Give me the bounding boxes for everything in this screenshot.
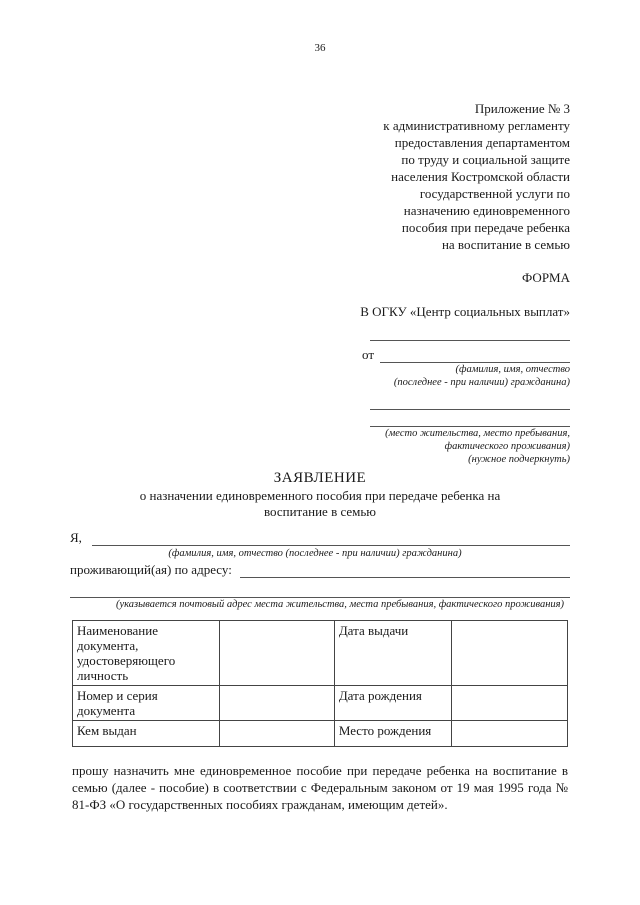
addressee-to: В ОГКУ «Центр социальных выплат» xyxy=(360,304,570,319)
hint-address: (указывается почтовый адрес места жительства, места пребывания, фактического проживания) xyxy=(115,599,565,610)
table-cell: Место рождения xyxy=(334,721,451,747)
hint-name: (фамилия, имя, отчество (последнее - при наличии) гражданина) xyxy=(168,548,462,559)
blank-line[interactable] xyxy=(370,326,570,341)
table-cell: Кем выдан xyxy=(73,721,220,747)
appendix-line: по труду и социальной защите xyxy=(401,152,570,167)
form-label: ФОРМА xyxy=(522,270,570,285)
table-row xyxy=(73,621,568,686)
request-text: прошу назначить мне единовременное пособие при передаче ребенка на воспитание в семью (далее - пособие) в соответствии с Федеральным законом от 19 мая 1995 года № 81-ФЗ «О государственных пособиях гражданам, имеющим детей». xyxy=(72,763,568,812)
table-row xyxy=(73,686,568,721)
hint-place: (место жительства, место пребывания, xyxy=(385,428,570,439)
appendix-line: населения Костромской области xyxy=(391,169,570,184)
from-label: от xyxy=(361,347,374,362)
i-label: Я, xyxy=(70,530,82,545)
applicant-name-row xyxy=(70,530,570,546)
hint-fio: (последнее - при наличии) гражданина) xyxy=(393,377,570,388)
address-field[interactable] xyxy=(370,395,570,410)
applicant-address-field-2[interactable] xyxy=(70,583,570,598)
document-title: ЗАЯВЛЕНИЕ xyxy=(273,470,367,486)
hint-fio: (фамилия, имя, отчество xyxy=(455,364,570,375)
identity-document-table xyxy=(72,620,568,747)
table-cell-input[interactable] xyxy=(451,721,567,747)
from-field[interactable] xyxy=(380,348,570,363)
hint-place: фактического проживания) xyxy=(444,441,570,452)
appendix-line: государственной услуги по xyxy=(419,186,570,201)
appendix-line: к административному регламенту xyxy=(383,118,570,133)
appendix-line: пособия при передаче ребенка xyxy=(401,220,570,235)
table-cell: Наименование документа, удостоверяющего личность xyxy=(73,621,220,686)
applicant-address-field[interactable] xyxy=(240,563,570,578)
table-cell-input[interactable] xyxy=(220,721,335,747)
page-number: 36 xyxy=(314,42,326,54)
table-cell: Дата выдачи xyxy=(334,621,451,686)
address-field[interactable] xyxy=(370,412,570,427)
applicant-name-field[interactable] xyxy=(92,531,570,546)
appendix-line: на воспитание в семью xyxy=(441,237,570,252)
document-subtitle: о назначении единовременного пособия при передаче ребенка на воспитание в семью xyxy=(139,488,501,519)
table-cell-input[interactable] xyxy=(451,686,567,721)
applicant-address-row xyxy=(70,562,570,578)
table-cell: Номер и серия документа xyxy=(73,686,220,721)
from-row xyxy=(320,347,570,363)
appendix-line: Приложение № 3 xyxy=(474,101,570,116)
address-label: проживающий(ая) по адресу: xyxy=(70,562,232,577)
hint-place: (нужное подчеркнуть) xyxy=(468,454,570,465)
appendix-line: назначению единовременного xyxy=(403,203,570,218)
addressee-block xyxy=(320,304,570,466)
table-cell-input[interactable] xyxy=(220,621,335,686)
appendix-line: предоставления департаментом xyxy=(394,135,570,150)
table-row xyxy=(73,721,568,747)
table-cell: Дата рождения xyxy=(334,686,451,721)
table-cell-input[interactable] xyxy=(451,621,567,686)
table-cell-input[interactable] xyxy=(220,686,335,721)
appendix-block xyxy=(330,100,570,253)
